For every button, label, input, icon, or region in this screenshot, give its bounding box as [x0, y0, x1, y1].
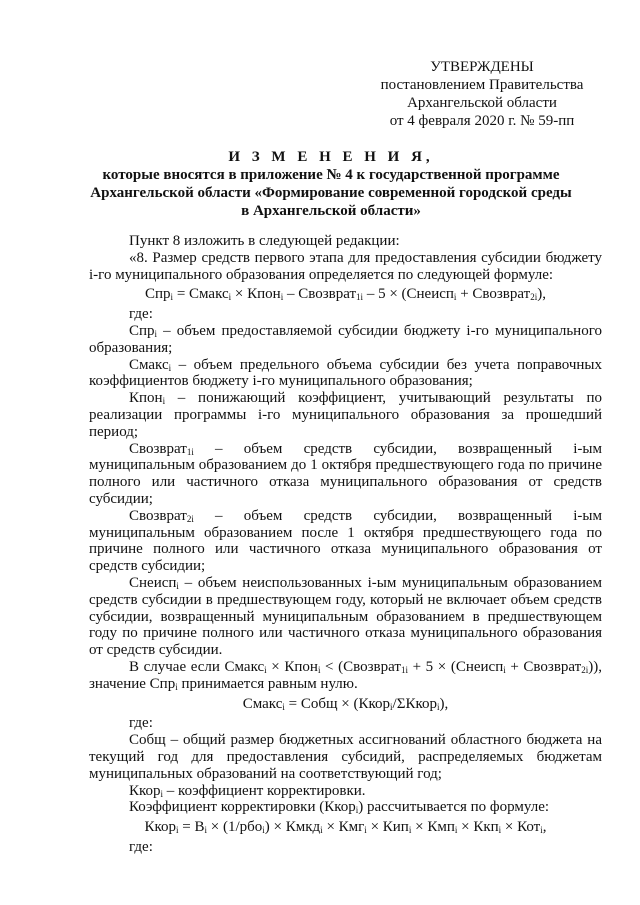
definition: Смакс$_i$ – объем предельного объема субсидии без учета поправочных коэффициентов бюджету i-го муниципального образования; [89, 356, 602, 390]
title-heading: И З М Е Н Е Н И Я, [228, 149, 434, 165]
title-line: Архангельской области «Формирование современной городской среды [90, 185, 572, 201]
definition: Спр$_i$ – объем предоставляемой субсидии бюджету i-го муниципального образования; [89, 322, 602, 356]
document-title [60, 148, 602, 220]
paragraph: В случае если Смакс$_i$ × Кпон$_i$ < (Свозврат$_{1i}$ + 5 × (Снеисп$_i$ + Свозврат$_{2i}$)), значение Спр$_i$ принимается равным нулю. [89, 658, 602, 692]
paragraph: Коэффициент корректировки (Ккор$_i$) рассчитывается по формуле: [129, 799, 550, 816]
definition: Свозврат$_{1i}$ – объем средств субсидии, возвращенный i-ым муниципальным образованием до 1 октября предшествующего года по причине полного или частичного отказа муниципального образования от средств субсидии; [89, 440, 602, 507]
paragraph: «8. Размер средств первого этапа для предоставления субсидии бюджету i-го муниципального образования определяется по следующей формуле: [89, 249, 602, 283]
paragraph: где: [129, 715, 153, 732]
paragraph: где: [129, 838, 153, 855]
formula-1: Спр$_i$ = Смакс$_i$ × Кпон$_i$ – Свозврат$_{1i}$ – 5 × (Снеисп$_i$ + Свозврат$_{2i}$), [145, 286, 546, 303]
document-body [89, 233, 602, 856]
paragraph: где: [129, 306, 153, 323]
definition: Свозврат$_{2i}$ – объем средств субсидии, возвращенный i-ым муниципальным образованием после 1 октября предшествующего года по причине полного или частичного отказа муниципального образования от средств субсидии; [89, 507, 602, 575]
title-line: которые вносятся в приложение № 4 к государственной программе [102, 167, 560, 183]
approval-line: от 4 февраля 2020 г. № 59-пп [389, 113, 575, 129]
paragraph: Пункт 8 изложить в следующей редакции: [129, 233, 400, 249]
approval-line: УТВЕРЖДЕНЫ [430, 59, 534, 75]
approval-line: постановлением Правительства [380, 77, 584, 93]
definition: Кпон$_i$ – понижающий коэффициент, учитывающий результаты по реализации программы i-го муниципального образования за прошедший период; [89, 390, 602, 440]
formula-3: Ккор$_i$ = $В_i \times (1/рбо_i)$ × Кмкд$_i$ × Кмг$_i$ × Кип$_i$ × Кмп$_i$ × Ккп$_i$ × Кот$_i$, [144, 819, 547, 836]
title-line: в Архангельской области» [241, 203, 421, 219]
definition: Собщ – общий размер бюджетных ассигнований областного бюджета на текущий год для предоставления субсидий, распределяемых бюджетам муниципальных образований на соответствующий год; [89, 732, 602, 782]
approval-line: Архангельской области [407, 95, 557, 111]
approval-block [367, 58, 597, 130]
definition: Снеисп$_i$ – объем неиспользованных i-ым муниципальным образованием средств субсидии в предшествующем году, который не включает объем средств субсидии, возвращенный муниципальным образованием в предшествующем году по причине полного или частичного отказа муниципального образования от средств субсидии. [89, 574, 602, 659]
formula-2: Смакс$_i$ = Собщ × (Ккор$_i$/ΣКкор$_i$), [242, 695, 449, 712]
definition: Ккор$_i$ – коэффициент корректировки. [129, 782, 366, 799]
